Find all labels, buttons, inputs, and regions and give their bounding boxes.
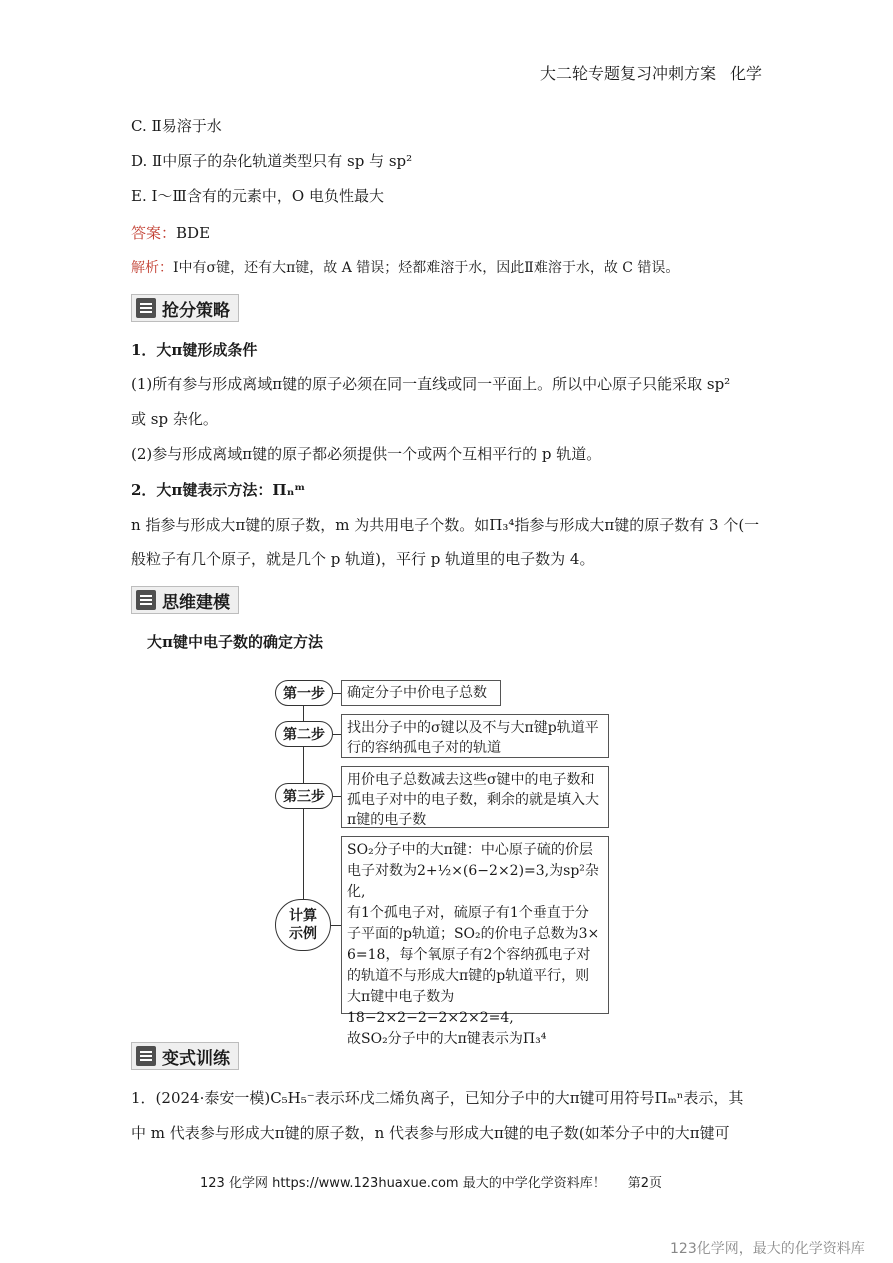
strategy-para-1b: 或 sp 杂化。 [131, 410, 218, 428]
training-line-2: 中 m 代表参与形成大π键的原子数，n 代表参与形成大π键的电子数(如苯分子中的大π键可 [131, 1124, 730, 1142]
training-line-1: 1．(2024·泰安一模)C₅H₅⁻表示环戊二烯负离子，已知分子中的大π键可用符号Πₘⁿ表示，其 [131, 1089, 744, 1107]
step-3-label: 第三步 [275, 783, 333, 809]
strategy-para-3b: 般粒子有几个原子，就是几个 p 轨道)，平行 p 轨道里的电子数为 4。 [131, 550, 595, 568]
example-label: 计算 示例 [275, 899, 331, 951]
option-e: E. Ⅰ～Ⅲ含有的元素中，O 电负性最大 [131, 187, 384, 205]
strategy-heading-1: 1．大π键形成条件 [131, 341, 258, 359]
section-training: 变式训练 [131, 1042, 239, 1070]
footer [200, 1172, 662, 1191]
book-icon [136, 1046, 156, 1066]
step-3-box: 用价电子总数减去这些σ键中的电子数和孤电子对中的电子数，剩余的就是填入大π键的电子数 [341, 766, 609, 828]
answer-value: BDE [176, 224, 211, 242]
analysis-label: 解析： [131, 260, 173, 276]
step-2-box: 找出分子中的σ键以及不与大π键p轨道平行的容纳孤电子对的轨道 [341, 714, 609, 758]
option-c: C. Ⅱ易溶于水 [131, 117, 222, 135]
book-icon [136, 298, 156, 318]
step-1-label: 第一步 [275, 680, 333, 706]
example-box: SO₂分子中的大π键：中心原子硫的价层 电子对数为2+½×(6−2×2)=3,为sp²杂化, 有1个孤电子对，硫原子有1个垂直于分 子平面的p轨道；SO₂的价电子总数为3× 6=18，每个氧原子有2个容纳孤电子对 的轨道不与形成大π键的p轨道平行，则 大π键中电子数为18−2×2−2−2×2×2=4, 故SO₂分子中的大π键表示为Π₃⁴ [341, 836, 609, 1014]
section-strategy: 抢分策略 [131, 294, 239, 322]
watermark: 123化学网，最大的化学资料库 [670, 1241, 865, 1257]
answer-label: 答案： [131, 224, 177, 242]
section-thinking: 思维建模 [131, 586, 239, 614]
header-subject: 化学 [730, 64, 763, 83]
flow-link-4 [331, 925, 341, 926]
analysis [131, 258, 679, 278]
strategy-para-2: (2)参与形成离域π键的原子都必须提供一个或两个互相平行的 p 轨道。 [131, 445, 602, 463]
strategy-heading-2: 2．大π键表示方法：Πₙᵐ [131, 481, 306, 499]
step-2-label: 第二步 [275, 721, 333, 747]
answer [131, 223, 210, 243]
strategy-para-3a: n 指参与形成大π键的原子数，m 为共用电子个数。如Π₃⁴指参与形成大π键的原子数有 3 个(一 [131, 516, 760, 534]
flow-title: 大π键中电子数的确定方法 [147, 633, 323, 651]
strategy-para-1a: (1)所有参与形成离域π键的原子必须在同一直线或同一平面上。所以中心原子只能采取 sp² [131, 375, 731, 393]
page-number: 第2页 [627, 1176, 663, 1191]
step-1-box: 确定分子中价电子总数 [341, 680, 501, 706]
flow-link-2 [333, 734, 341, 735]
flow-link-1 [333, 693, 341, 694]
analysis-text: Ⅰ中有σ键，还有大π键，故 A 错误；烃都难溶于水，因此Ⅱ难溶于水，故 C 错误。 [173, 260, 680, 276]
footer-text: 123 化学网 https://www.123huaxue.com 最大的中学化学资料库！ [200, 1176, 606, 1191]
option-d: D. Ⅱ中原子的杂化轨道类型只有 sp 与 sp² [131, 152, 413, 170]
flow-link-3 [333, 796, 341, 797]
book-icon [136, 590, 156, 610]
header-title: 大二轮专题复习冲刺方案 化学 [540, 64, 763, 83]
